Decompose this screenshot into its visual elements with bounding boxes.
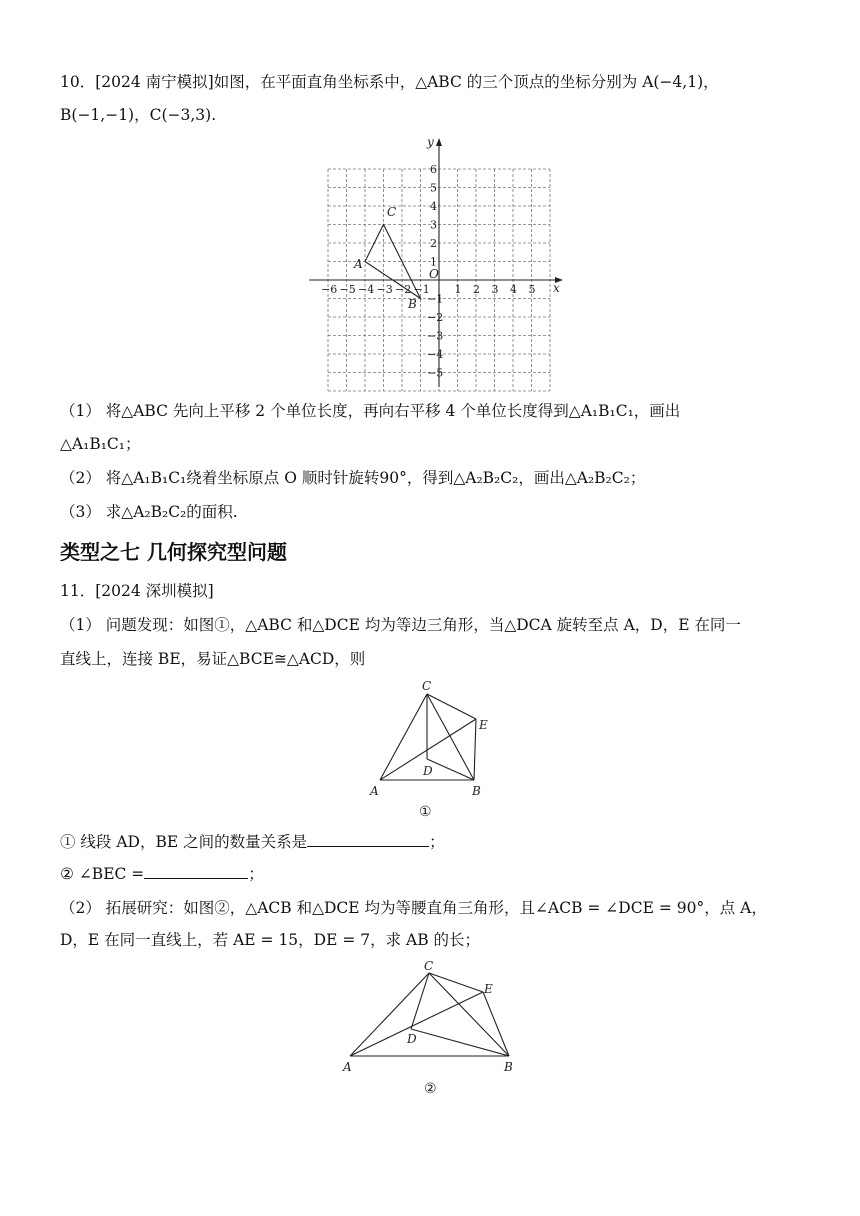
- x-tick-label: 3: [491, 283, 499, 296]
- y-tick-label: −2: [427, 311, 444, 324]
- origin-label: O: [429, 267, 439, 281]
- y-axis-label: y: [427, 135, 434, 149]
- fig1-label-a: A: [370, 784, 379, 798]
- answer-blank-2[interactable]: [144, 862, 248, 879]
- x-axis-label: x: [553, 281, 560, 295]
- fig1-label-b: B: [472, 784, 481, 798]
- x-tick-label: −5: [339, 283, 356, 296]
- y-tick-label: 2: [430, 237, 437, 250]
- q11-question-a-text: ① 线段 AD，BE 之间的数量关系是: [60, 833, 308, 851]
- q11-question-b-text: ② ∠BEC =: [60, 865, 145, 883]
- y-tick-label: 6: [430, 163, 437, 176]
- q11-part2-line2: D，E 在同一直线上，若 AE = 15，DE = 7，求 AB 的长；: [60, 931, 481, 949]
- fig1-caption: ①: [419, 804, 432, 820]
- y-tick-label: 5: [430, 181, 437, 195]
- fig1-label-d: D: [423, 764, 433, 778]
- x-tick-label: 1: [454, 283, 462, 296]
- x-tick-label: −3: [376, 283, 393, 296]
- q11-question-a-end: ；: [429, 833, 445, 851]
- fig2-label-e: E: [484, 982, 493, 996]
- section-title: 类型之七 几何探究型问题: [60, 540, 287, 564]
- q11-part1-line2: 直线上，连接 BE，易证△BCE≅△ACD，则: [60, 650, 366, 668]
- fig1-label-c: C: [422, 679, 432, 693]
- y-tick-label: 1: [430, 255, 437, 269]
- x-tick-label: −4: [358, 283, 375, 296]
- q11-part2-line1: （2） 拓展研究：如图②，△ACB 和△DCE 均为等腰直角三角形，且∠ACB = ∠DCE = 90°，点 A，: [60, 899, 767, 917]
- fig2-label-b: B: [504, 1060, 513, 1074]
- vertex-c-label: C: [387, 205, 397, 219]
- q11-question-a: [60, 830, 445, 853]
- q11-head: 11．[2024 深圳模拟]: [60, 582, 214, 600]
- q11-question-b: [60, 862, 264, 885]
- y-tick-label: 4: [430, 200, 437, 213]
- figure-1: [368, 675, 508, 825]
- y-tick-label: −3: [427, 329, 444, 343]
- fig2-label-c: C: [424, 959, 434, 973]
- coordinate-grid-figure: [305, 132, 575, 392]
- x-tick-label: 5: [528, 283, 536, 296]
- fig2-caption: ②: [424, 1081, 437, 1097]
- q10-line1: 10．[2024 南宁模拟]如图，在平面直角坐标系中，△ABC 的三个顶点的坐标分别为 A(−4,1)，: [60, 73, 719, 91]
- q11-part1-line1: （1） 问题发现：如图①，△ABC 和△DCE 均为等边三角形，当△DCA 旋转至点 A，D，E 在同一: [60, 616, 741, 634]
- answer-blank-1[interactable]: [307, 830, 429, 847]
- vertex-a-label: A: [354, 257, 363, 271]
- x-tick-label: 2: [473, 283, 480, 296]
- y-tick-label: −1: [427, 292, 444, 306]
- q10-line2: B(−1,−1)，C(−3,3).: [60, 106, 217, 124]
- q10-part1-line2: △A₁B₁C₁；: [60, 435, 141, 453]
- q10-part1-line1: （1） 将△ABC 先向上平移 2 个单位长度，再向右平移 4 个单位长度得到△A₁B₁C₁，画出: [60, 402, 681, 420]
- q11-question-b-end: ；: [248, 865, 264, 883]
- x-tick-label: 4: [510, 283, 517, 296]
- q10-part3: （3） 求△A₂B₂C₂的面积.: [60, 503, 238, 521]
- y-tick-label: 3: [430, 218, 437, 232]
- y-tick-label: −4: [427, 348, 444, 361]
- vertex-b-label: B: [408, 297, 417, 311]
- fig1-label-e: E: [479, 718, 488, 732]
- x-tick-label: −2: [395, 283, 412, 296]
- fig2-label-d: D: [407, 1032, 417, 1046]
- fig2-label-a: A: [343, 1060, 352, 1074]
- y-tick-label: −5: [427, 366, 444, 380]
- x-tick-label: −6: [321, 283, 338, 296]
- figure-2: [340, 957, 525, 1102]
- q10-part2: （2） 将△A₁B₁C₁绕着坐标原点 O 顺时针旋转90°，得到△A₂B₂C₂，画出△A₂B₂C₂；: [60, 469, 646, 487]
- x-tick-label: −1: [413, 283, 430, 296]
